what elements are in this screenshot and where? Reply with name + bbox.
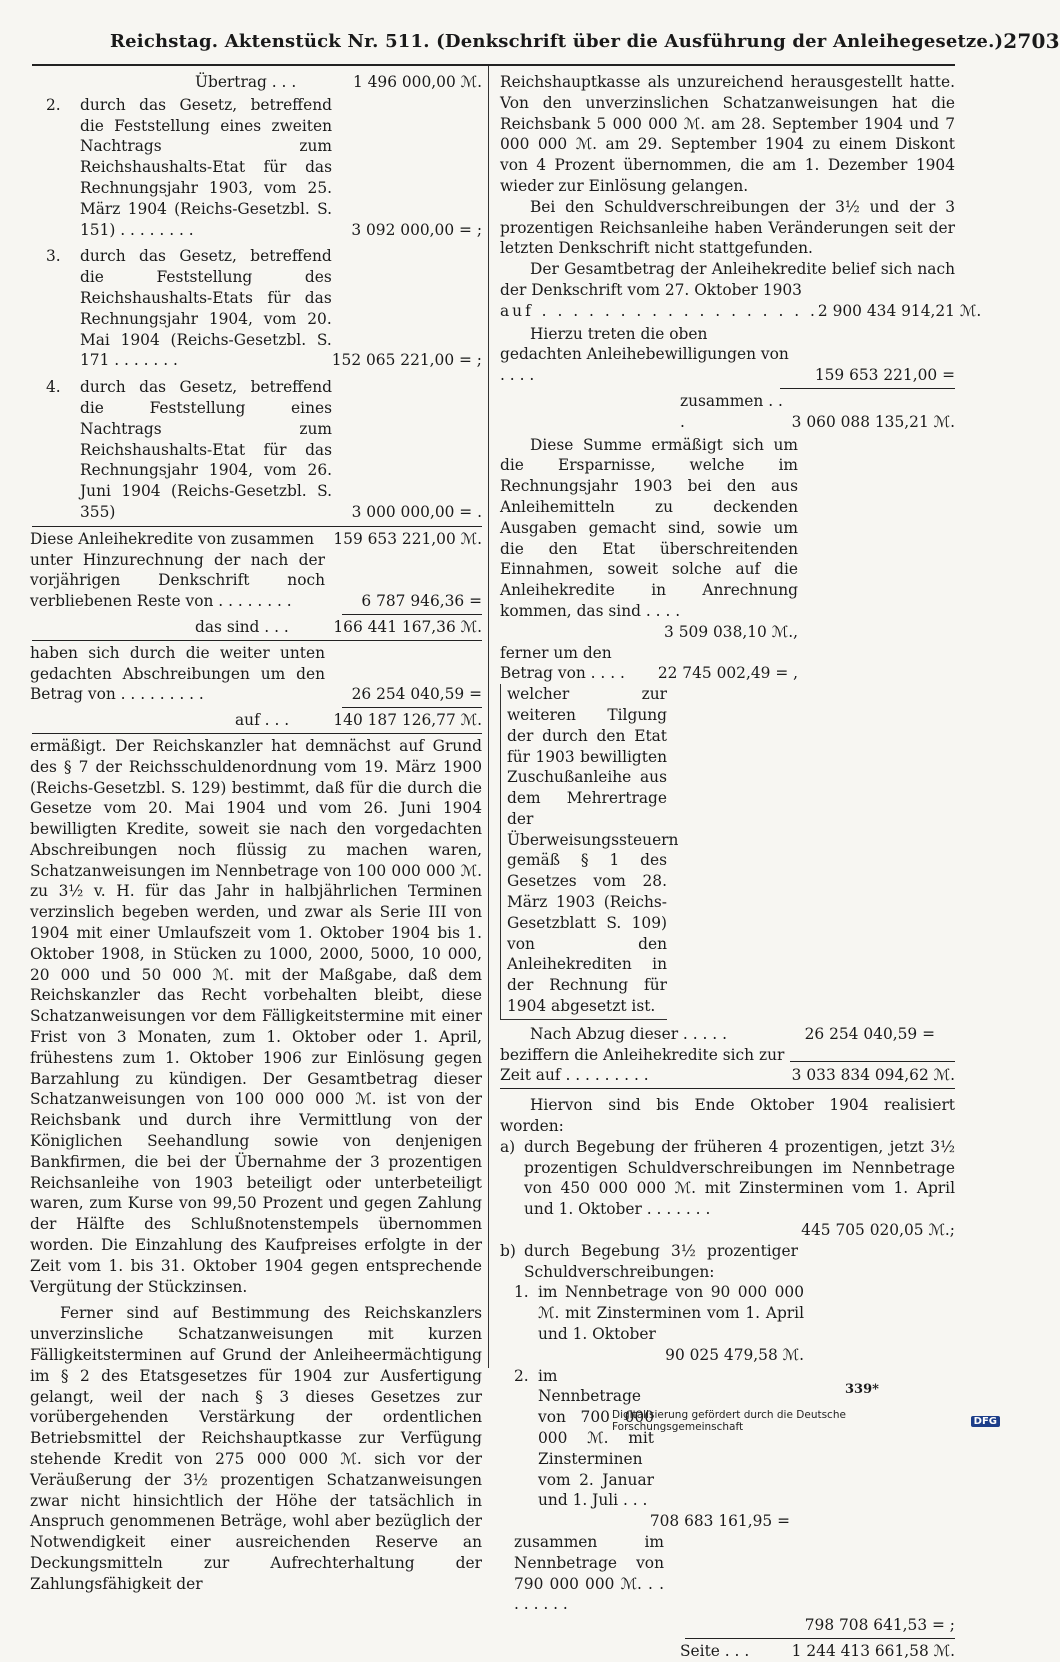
sum-rule [342,707,482,708]
item-number: a) [500,1137,516,1156]
zusammen-label: zusammen . . . [680,391,783,431]
hinzu-row [500,324,955,386]
sum-text: Diese Anleihekredite von zusammen [30,529,315,548]
dfg-logo: DFG [971,1416,1000,1427]
reste-amount: 6 787 946,36 = [361,592,482,611]
item-number: 4. [46,378,61,397]
summe-text-block [500,435,798,622]
list-item [30,246,482,371]
zusammen-b-block [500,1532,664,1615]
item-number: b) [500,1241,516,1260]
list-item [500,1241,798,1283]
item-number: 2. [514,1366,529,1385]
paragraph: Ferner sind auf Bestimmung des Reichskanzlers unverzinsliche Schatzanweisungen mit kurzen Fälligkeitsterminen auf Grund der Anleiheermächtigung im § 2 des Etatsgesetzes für 1904 zur Ausfertigung gelangt, weil der nach § 3 dieses Gesetzes zur vorübergehenden Verstärkung der ordentlichen Betriebsmittel der Reichshauptkasse zur Verfügung stehende Kredit von 275 000 000 ℳ. sich vor der Veräußerung der 3½ prozentigen Schatzanweisungen zwar nicht hinsichtlich der Höhe der tatsächlich in Anspruch genommenen Beträge, wohl aber bezüglich der Notwendigkeit einer ausreichenden Reserve an Deckungsmitteln zur Aufrechterhaltung der Zahlungsfähigkeit der [30,1304,482,1593]
sum-rule [32,733,482,734]
hinzu-amount: 159 653 221,00 = [814,366,955,385]
paragraph: Hiervon sind bis Ende Oktober 1904 realisiert worden: [500,1096,955,1136]
item-amount: 152 065 221,00 = ; [331,351,482,370]
uebertrag-amount: 1 496 000,00 ℳ. [352,73,482,91]
item-number: 1. [514,1283,529,1302]
sum-rule [342,614,482,615]
das-sind-row [30,617,482,638]
item-text: im Nennbetrage von 700 000 000 ℳ. mit Zinsterminen vom 2. Januar und 1. Juli . . . [538,1366,654,1510]
paragraph: ermäßigt. Der Reichskanzler hat demnächst auf Grund des § 7 der Reichsschuldenordnung vom 19. März 1900 (Reichs-Gesetzbl. S. 129) bestimmt, daß für die durch die Gesetze vom 20. Mai 1904 und vom 26. Juni 1904 bewilligten Kredite, soweit sie nach den vorgedachten Abschreibungen noch flüssig zu machen waren, Schatzanweisungen im Nennbetrage von 100 000 000 ℳ. zu 3½ v. H. für das Jahr in halbjährlichen Terminen verzinslich begeben werden, und zwar als Serie III von 1904 mit einer Umlaufszeit vom 1. Oktober 1904 bis 1. Oktober 1908, in Stücken zu 1000, 2000, 5000, 10 000, 20 000 und 50 000 ℳ. mit der Maßgabe, daß dem Reichskanzler das Recht vorbehalten bleibt, diese Schatzanweisungen vor dem Fälligkeitstermine mit einer Frist von 3 Monaten, zum 1. Oktober oder 1. April, frühestens zum 1. Oktober 1906 zur Einlösung gegen Barzahlung zu kündigen. Der Gesamtbetrag dieser Schatzanweisungen von 100 000 000 ℳ. ist von der Reichsbank und durch ihre Vermittlung von der Königlichen Seehandlung sowie von denjenigen Bankfirmen, die bei der Übernahme der 3 prozentigen Reichsanleihe von 1903 beteiligt oder unterbeteiligt waren, zum Kurse von 99,50 Prozent und gegen Zahlung der Hälfte des Schlußnotenstempels übernommen worden. Die Einzahlung des Kaufpreises erfolgte in der Zeit vom 1. bis 31. Oktober 1904 gegen entsprechende Vergütung der Stückzinsen. [30,736,482,1296]
ferner-row [500,643,798,685]
b2-amount-row [500,1511,790,1532]
list-item [30,377,482,523]
item-text: durch das Gesetz, betreffend die Feststellung des Reichshaushalts-Etats für das Rechnungsjahr 1904, vom 20. Mai 1904 (Reichs-Gesetzbl. S. 171 . . . . . . . [80,247,332,370]
digitization-text: Digitalisierung gefördert durch die Deutsche Forschungsgemeinschaft [612,1409,846,1433]
zusammen-row [500,391,955,433]
auf-label: auf . . . [235,711,290,730]
b1-amount-row [500,1345,804,1366]
item-number: 2. [46,95,61,114]
paragraph: Reichshauptkasse als unzureichend herausgestellt hatte. Von den unverzinslichen Schatzanweisungen hat die Reichsbank 5 000 000 ℳ. am 28. September 1904 und 7 000 000 ℳ. am 29. September 1904 zu einem Diskont von 4 Prozent übernommen, die am 1. Dezember 1904 wieder zur Einlösung gelangen. [500,73,955,195]
sum-rule [32,526,482,527]
zeit-label: Zeit auf . . . . . . . . . [500,1066,649,1085]
header-rule [32,64,955,66]
sum-row [30,529,482,550]
das-sind-amount: 166 441 167,36 ℳ. [333,617,482,636]
tilgung-text: welcher zur weiteren Tilgung der durch den Etat für 1903 bewilligten Zuschußanleihe aus dem Mehrertrage der Überweisungssteuern gemäß § 1 des Gesetzes vom 28. März 1903 (Reichs-Gesetzblatt S. 109) von den Anleihekrediten in der Rechnung für 1904 abgesetzt ist. [507,685,679,1016]
beziffern-text: beziffern die Anleihekredite sich zur [500,1045,785,1064]
summe-amount-row [500,622,798,643]
item-amount: 3 000 000,00 = . [351,502,482,521]
zus-amount: 798 708 641,53 = ; [804,1616,955,1635]
auf-row [500,301,982,322]
ferner-text: ferner um den Betrag von . . . . [500,643,625,683]
sum-amount: 159 653 221,00 ℳ. [333,529,482,548]
list-item [500,1282,804,1344]
tilgung-block [500,684,679,1020]
auf-amount: 140 187 126,77 ℳ. [333,711,482,730]
summe-text: Diese Summe ermäßigt sich um die Ersparnisse, welche im Rechnungsjahr 1903 bei den aus Anleihemitteln zu deckenden Ausgaben gemacht sind, sowie um die den Etat überschreitenden Einnahmen, soweit solche auf die Anleihekredite in Anrechnung kommen, das sind . . . . [500,435,798,620]
sum-rule [685,1638,955,1639]
paragraph: Bei den Schuldverschreibungen der 3½ und der 3 prozentigen Reichsanleihe haben Veränderungen seit der letzten Denkschrift nicht stattgefunden. [500,197,955,258]
left-column [30,72,482,1595]
a-amount-row [500,1220,955,1241]
beziffern-row [500,1045,955,1066]
abschr-amount: 26 254 040,59 = [351,685,482,704]
zeit-amount: 3 033 834 094,62 ℳ. [791,1066,955,1085]
header-title: Reichstag. Aktenstück Nr. 511. (Denkschrift über die Ausführung der Anleihegesetze.) [110,30,1004,52]
uebertrag-row [30,72,482,93]
list-item [500,1137,955,1220]
zus-text: zusammen im Nennbetrage von 790 000 000 ℳ. . . . . . . . . [514,1532,664,1614]
item-amount: 708 683 161,95 = [649,1512,790,1531]
auf-label: auf . . . . . . . . . . . . . . . . . . [500,301,818,320]
item-text: durch das Gesetz, betreffend die Feststellung eines Nachtrags zum Reichshaushalts-Etat für das Rechnungsjahr 1904, vom 26. Juni 1904 (Reichs-Gesetzbl. S. 355) [80,378,332,521]
item-text: im Nennbetrage von 90 000 000 ℳ. mit Zinsterminen vom 1. April und 1. Oktober [538,1283,804,1344]
digitization-note [612,1409,1000,1433]
page-number: 2703 [1003,29,1060,53]
sum-rule [500,1088,955,1089]
sum-rule [780,388,955,389]
item-text: durch Begebung der früheren 4 prozentigen, jetzt 3½ prozentigen Schuldverschreibungen im Nennbetrage von 450 000 000 ℳ. mit Zinsterminen vom 1. April und 1. Oktober . . . . . . . [524,1137,955,1219]
reste-row [30,550,482,612]
hinzu-text: Hierzu treten die oben gedachten Anleihebewilligungen von . . . . [500,324,789,385]
summe-amount: 3 509 038,10 ℳ., [664,622,798,641]
seite-amount: 1 244 413 661,58 ℳ. [791,1641,955,1660]
seite-label: Seite . . . [680,1641,750,1660]
abzug-amount: 26 254 040,59 = [804,1024,935,1043]
zus-amount-row [500,1615,955,1636]
zusammen-amount: 3 060 088 135,21 ℳ. [791,412,955,431]
uebertrag-label: Übertrag . . . [195,73,297,91]
auf-amount: 2 900 434 914,21 ℳ. [817,301,982,320]
das-sind-label: das sind . . . [195,617,289,636]
abzug-text: Nach Abzug dieser . . . . . [530,1024,727,1043]
sum-rule [32,640,482,641]
signature-mark: 339* [845,1382,879,1397]
list-item [500,1366,654,1512]
item-text: durch das Gesetz, betreffend die Feststellung eines zweiten Nachtrags zum Reichshaushalts-Etat für das Rechnungsjahr 1903, vom 25. März 1904 (Reichs-Gesetzbl. S. 151) . . . . . . . . [80,95,332,239]
list-item [30,95,482,241]
abschr-text: haben sich durch die weiter unten gedachten Abschreibungen um den Betrag von . . . . . . . . . [30,643,325,704]
seite-row [500,1641,955,1662]
reste-text: unter Hinzurechnung der nach der vorjährigen Denkschrift noch verbliebenen Reste von . . . . . . . . [30,550,325,611]
abzug-row [500,1024,955,1045]
summe-block [500,435,955,622]
item-amount: 90 025 479,58 ℳ. [665,1345,804,1364]
item-text: durch Begebung 3½ prozentiger Schuldverschreibungen: [524,1241,798,1281]
paragraph: Der Gesamtbetrag der Anleihekredite belief sich nach der Denkschrift vom 27. Oktober 1903 [500,260,955,299]
item-amount: 445 705 020,05 ℳ.; [801,1221,955,1240]
ferner-amount: 22 745 002,49 = , [657,664,798,683]
page-header [110,26,1060,56]
auf-row [30,710,482,731]
item-number: 3. [46,247,61,266]
abschr-row [30,643,482,705]
item-amount: 3 092 000,00 = ; [351,220,482,239]
zeit-row [500,1065,955,1086]
column-divider [488,66,489,1368]
